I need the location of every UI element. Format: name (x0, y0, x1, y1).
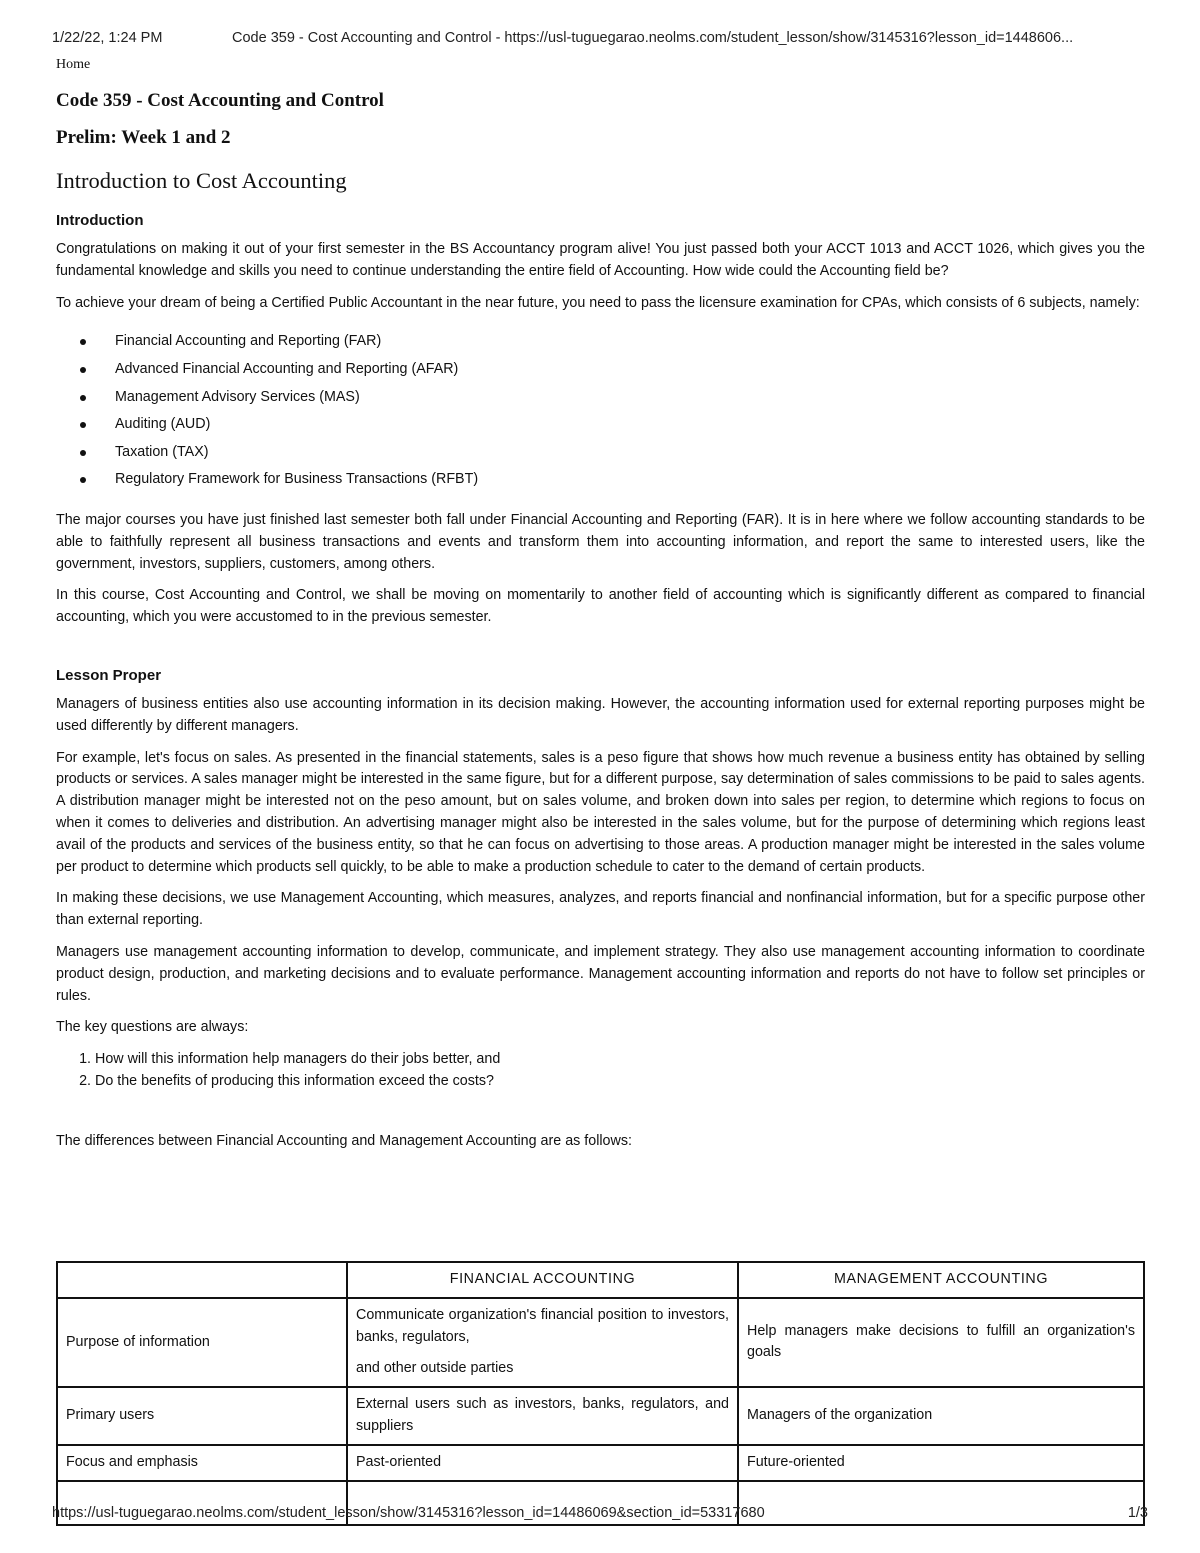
list-item: Regulatory Framework for Business Transactions (RFBT) (78, 466, 1145, 494)
home-link[interactable]: Home (56, 57, 91, 72)
print-date: 1/22/22, 1:24 PM (52, 30, 163, 46)
lesson-content (56, 57, 1145, 1162)
bullet-icon (80, 422, 86, 428)
list-item: Management Advisory Services (MAS) (78, 384, 1145, 412)
intro-paragraph-2: To achieve your dream of being a Certified Public Accountant in the near future, you need to pass the licensure examination for CPAs, which consists of 6 subjects, namely: (56, 294, 1140, 311)
table-header-management: MANAGEMENT ACCOUNTING (738, 1262, 1144, 1298)
bullet-icon (80, 395, 86, 401)
bullet-icon (80, 477, 86, 483)
financial-cell: Communicate organization's financial position to investors, banks, regulators, and other outside parties (347, 1298, 738, 1387)
print-page-title: Code 359 - Cost Accounting and Control - https://usl-tuguegarao.neolms.com/student_lesson/show/3145316?lesson_id=1448606... (232, 30, 1074, 46)
lesson-paragraph-1: Managers of business entities also use accounting information in its decision making. However, the accounting information used for external reporting purposes might be used differently by different managers. (56, 695, 1145, 734)
management-cell: Managers of the organization (738, 1387, 1144, 1445)
lesson-paragraph-4: Managers use management accounting information to develop, communicate, and implement strategy. They also use management accounting information to coordinate product design, production, and marketing decisions and to evaluate performance. Management accounting information and reports do not have to follow set principles or rules. (56, 943, 1145, 1004)
list-item: Taxation (TAX) (78, 439, 1145, 467)
table-row (57, 1445, 1144, 1481)
print-header (52, 30, 1148, 52)
intro-paragraph-3: The major courses you have just finished last semester both fall under Financial Accounting and Reporting (FAR). It is in here where we follow accounting standards to be able to faithfully represent all business transactions and events and transform them into accounting information, and report the same to interested users, like the government, investors, suppliers, customers, among others. (56, 511, 1145, 572)
financial-cell: Past-oriented (347, 1445, 738, 1481)
bullet-icon (80, 450, 86, 456)
bullet-icon (80, 339, 86, 345)
table-header-row (57, 1262, 1144, 1298)
table-row (57, 1387, 1144, 1445)
page-number: 1/3 (1127, 1505, 1148, 1521)
intro-paragraph-1: Congratulations on making it out of your first semester in the BS Accountancy program alive! You just passed both your ACCT 1013 and ACCT 1026, which gives you the fundamental knowledge and skills you need to continue understanding the entire field of Accounting. How wide could the Accounting field be? (56, 241, 1145, 279)
table-header-blank (57, 1262, 347, 1298)
list-item: Advanced Financial Accounting and Reporting (AFAR) (78, 356, 1145, 384)
intro-paragraph-4: In this course, Cost Accounting and Control, we shall be moving on momentarily to another field of accounting which is significantly different as compared to financial accounting, which you were accustomed to in the previous semester. (56, 587, 1145, 626)
lesson-paragraph-5: The key questions are always: (56, 1019, 249, 1036)
accounting-comparison-table (56, 1261, 1145, 1526)
list-item: Financial Accounting and Reporting (FAR) (78, 328, 1145, 356)
lesson-paragraph-3: In making these decisions, we use Management Accounting, which measures, analyzes, and reports financial and nonfinancial information, but for a specific purpose other than external reporting. (56, 890, 1145, 929)
financial-cell: External users such as investors, banks, regulators, and suppliers (347, 1387, 738, 1445)
lesson-proper-heading: Lesson Proper (56, 666, 162, 684)
row-label: Purpose of information (57, 1298, 347, 1387)
differences-intro: The differences between Financial Accounting and Management Accounting are as follows: (56, 1132, 632, 1149)
bullet-icon (80, 367, 86, 373)
row-label: Primary users (57, 1387, 347, 1445)
lesson-title: Introduction to Cost Accounting (56, 168, 347, 193)
table-header-financial: FINANCIAL ACCOUNTING (347, 1262, 738, 1298)
management-cell: Help managers make decisions to fulfill an organization's goals (738, 1298, 1144, 1387)
management-cell: Future-oriented (738, 1445, 1144, 1481)
list-item: Auditing (AUD) (78, 411, 1145, 439)
course-title: Code 359 - Cost Accounting and Control (56, 90, 384, 111)
cpa-subjects-list (56, 328, 1145, 494)
lesson-paragraph-2: For example, let's focus on sales. As presented in the financial statements, sales is a peso figure that shows how much revenue a business entity has obtained by selling products or services. A sales manager might be interested in the same figure, but for a different purpose, say determination of sales commissions to be paid to sales agents. A distribution manager might be interested not on the peso amount, but on sales volume, and broken down into sales per region, to determine which regions to focus on when it comes to deliveries and distribution. An advertising manager might also be interested in the sales volume, but for the purpose of determining which regions least avail of the products and services of the business entity, so that he can focus on advertising to those areas. A production manager might be interested in the sales volume per product to determine which products sell quickly, to be able to make a production schedule to cater to the demand of certain products. (56, 749, 1145, 875)
row-label: Focus and emphasis (57, 1445, 347, 1481)
page-url: https://usl-tuguegarao.neolms.com/student_lesson/show/3145316?lesson_id=14486069&section_id=53317680 (52, 1505, 765, 1521)
key-questions-list (56, 1049, 1145, 1093)
list-item: 1. How will this information help managers do their jobs better, and (95, 1049, 1145, 1071)
list-item: 2. Do the benefits of producing this information exceed the costs? (95, 1071, 1145, 1093)
table-row (57, 1298, 1144, 1387)
prelim-title: Prelim: Week 1 and 2 (56, 127, 231, 148)
introduction-heading: Introduction (56, 212, 144, 229)
